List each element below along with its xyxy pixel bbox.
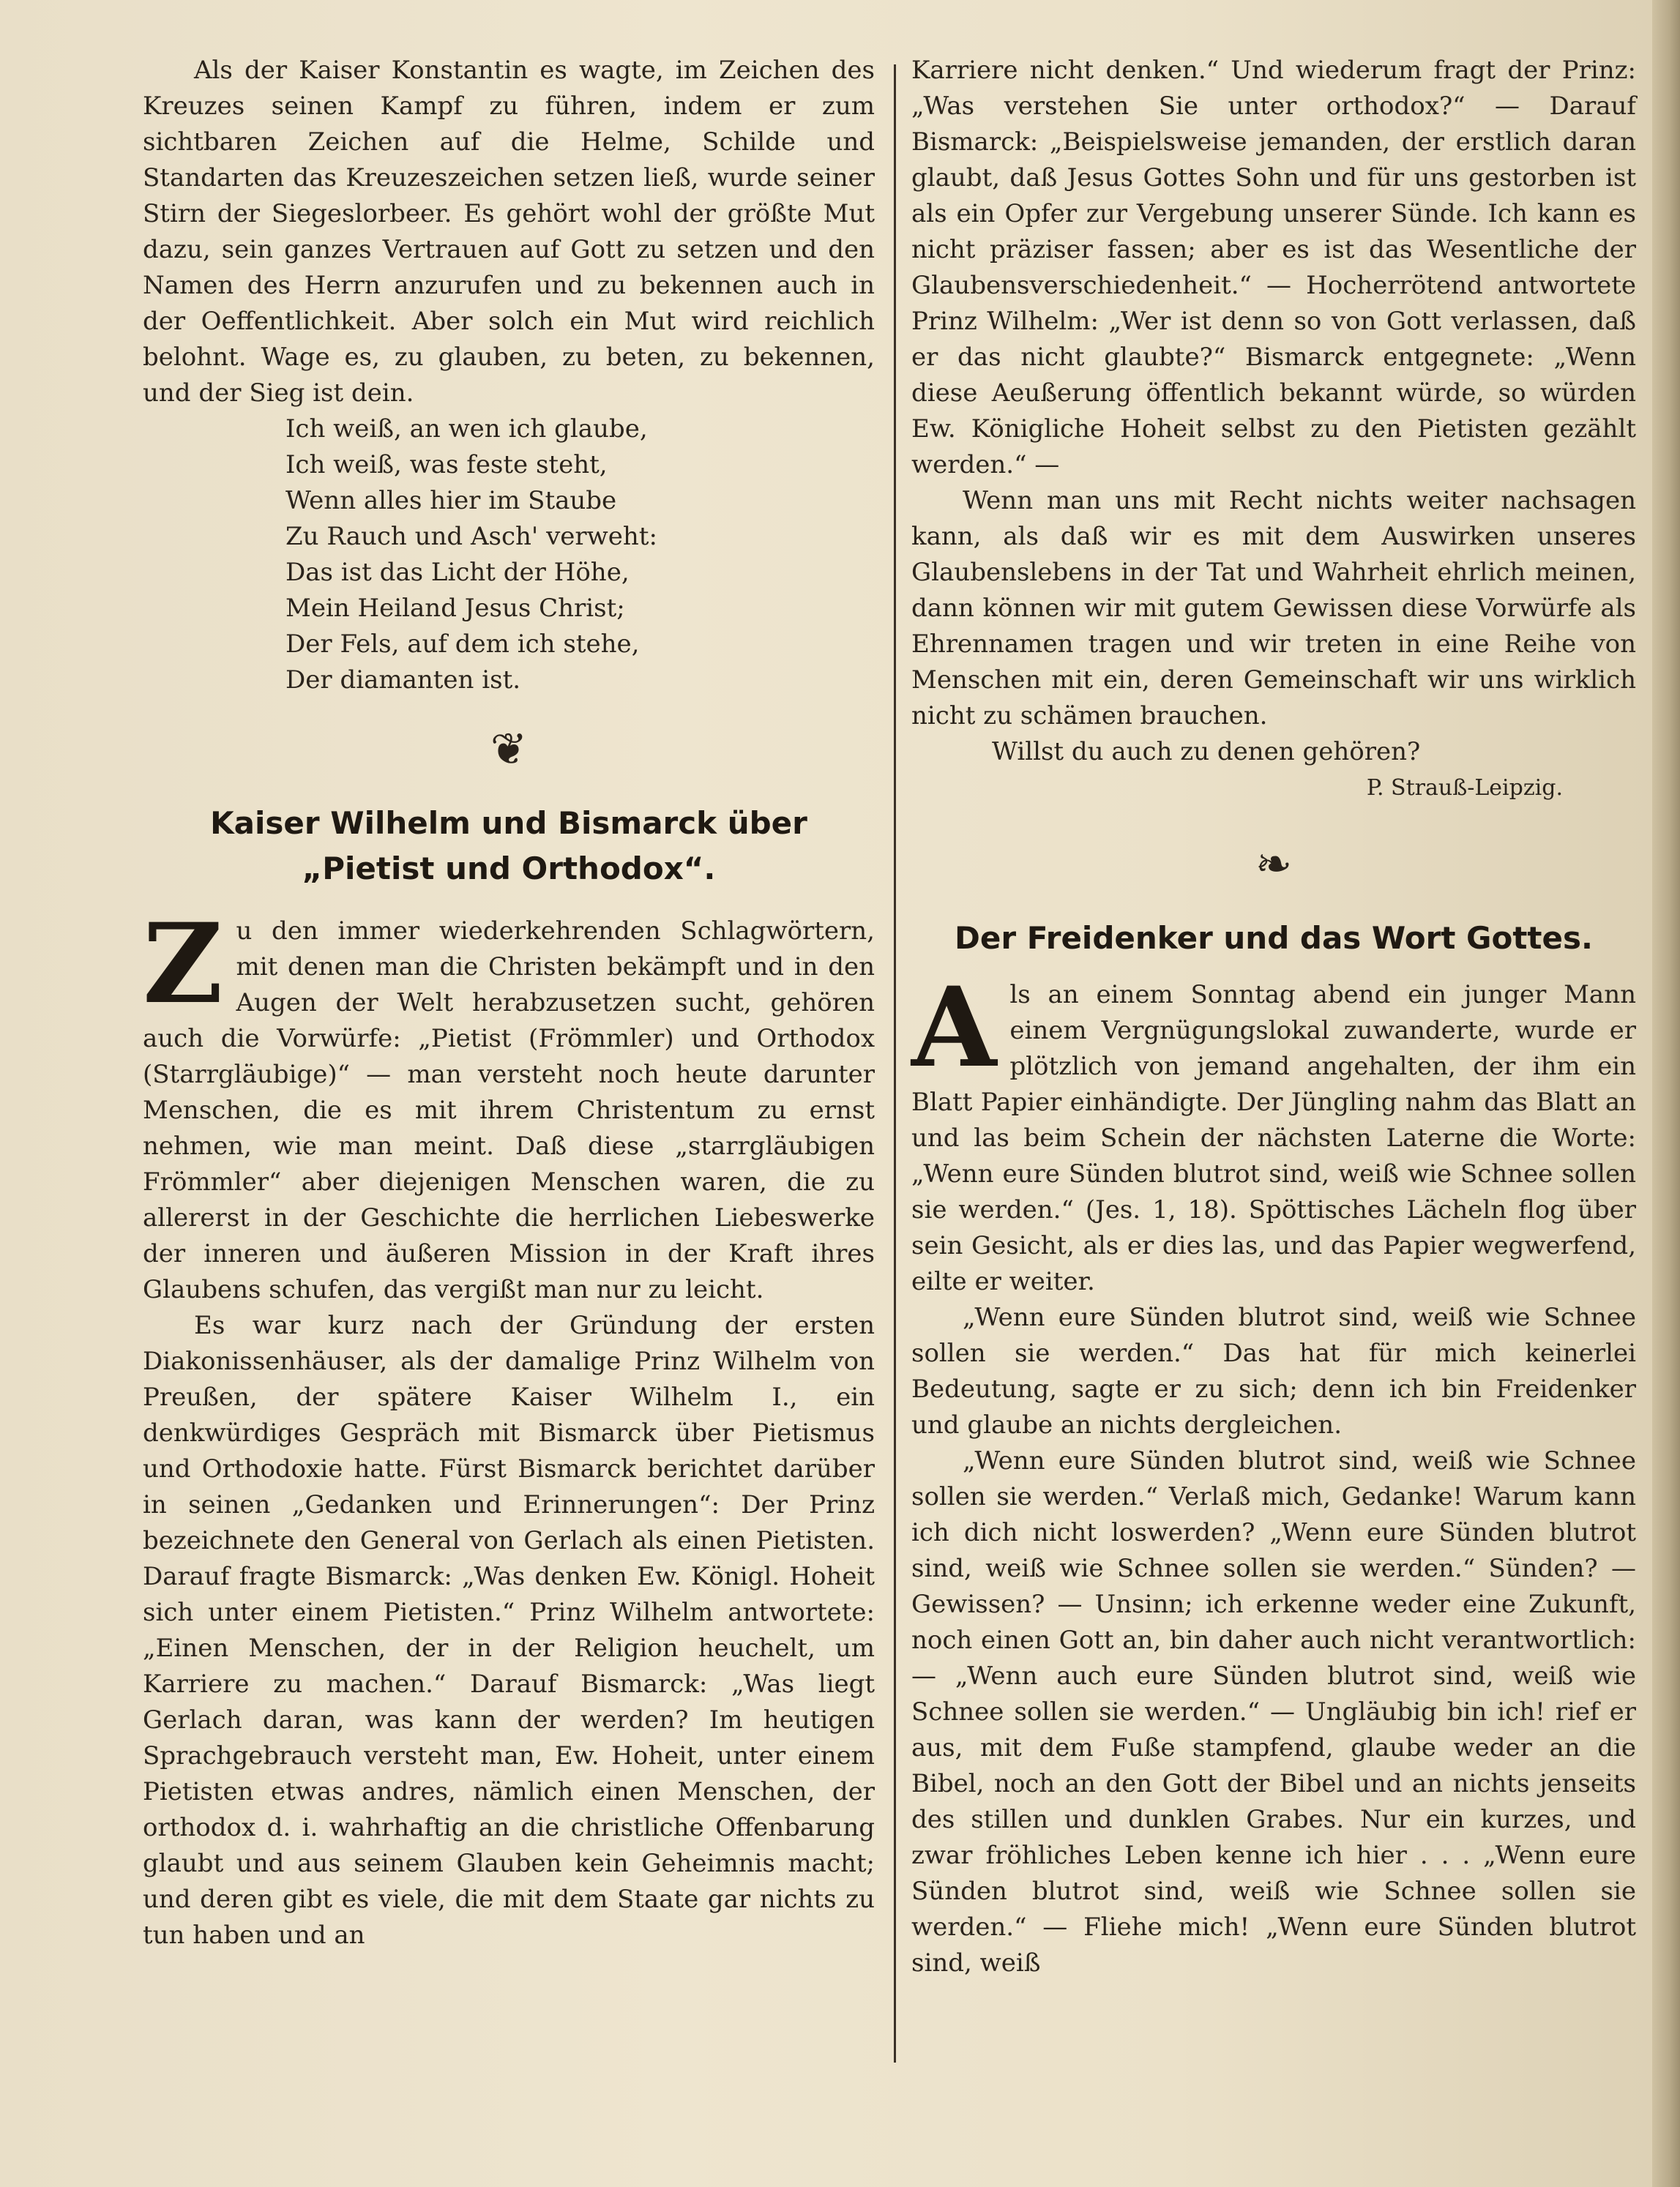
article-paragraph: „Wenn eure Sünden blutrot sind, weiß wie Schnee sollen sie werden.“ Verlaß mich, Gedanke! Warum kann ich dich nicht loswerden? „Wenn eure Sünden blutrot sind, weiß wie Schnee sollen sie werden.“ Sünden? — Gewissen? — Unsinn; ich erkenne weder eine Zukunft, noch einen Gott an, bin daher auch nicht verantwortlich: — „Wenn auch eure Sünden blutrot sind, weiß wie Schnee sollen sie werden.“ — Ungläubig bin ich! rief er aus, mit dem Fuße stampfend, glaube weder an die Bibel, noch an den Gott der Bibel und an nichts jenseits des stillen und dunklen Grabes. Nur ein kurzes, und zwar fröhliches Leben kenne ich hier . . . „Wenn eure Sünden blutrot sind, weiß wie Schnee sollen sie werden.“ — Fliehe mich! „Wenn eure Sünden blutrot sind, weiß <box>911 1446 1636 1978</box>
article-paragraph: „Wenn eure Sünden blutrot sind, weiß wie Schnee sollen sie werden.“ Das hat für mich keinerlei Bedeutung, sagte er zu sich; denn ich bin Freidenker und glaube an nichts dergleichen. <box>911 1303 1636 1440</box>
verse-line: Ich weiß, an wen ich glaube, <box>285 414 648 444</box>
article-paragraph <box>911 963 1636 1300</box>
verse-line: Der Fels, auf dem ich stehe, <box>285 629 640 659</box>
article-title-kaiser: Kaiser Wilhelm und Bismarck über „Pietist und Orthodox“. <box>210 805 807 886</box>
verse-line: Wenn alles hier im Staube <box>285 486 617 515</box>
paragraph-text: ls an einem Sonntag abend ein junger Mann einem Vergnügungslokal zuwanderte, wurde er plötzlich von jemand angehalten, der ihm ein Blatt Papier einhändigte. Der Jüngling nahm das Blatt an und las beim Schein der nächsten Laterne die Worte: „Wenn eure Sünden blutrot sind, weiß wie Schnee sollen sie werden.“ (Jes. 1, 18). Spöttisches Lächeln flog über sein Gesicht, als er dies las, und das Papier wegwerfend, eilte er weiter. <box>911 980 1636 1296</box>
verse-line: Das ist das Licht der Höhe, <box>285 558 630 587</box>
dropcap-a: A <box>911 963 997 1092</box>
right-column <box>911 53 1636 1981</box>
page-edge <box>1652 0 1680 2187</box>
closing-question: Willst du auch zu denen gehören? <box>992 737 1421 766</box>
article-paragraph: Es war kurz nach der Gründung der ersten Diakonissenhäuser, als der damalige Prinz Wilhelm von Preußen, der spätere Kaiser Wilhelm I., ein denkwürdiges Gespräch mit Bismarck über Pietismus und Orthodoxie hatte. Fürst Bismarck berichtet darüber in seinen „Gedanken und Erinnerungen“: Der Prinz bezeichnete den General von Gerlach als einen Pietisten. Darauf fragte Bismarck: „Was denken Ew. Königl. Hoheit sich unter einem Pietisten.“ Prinz Wilhelm antwortete: „Einen Menschen, der in der Religion heuchelt, um Karriere zu machen.“ Darauf Bismarck: „Was liegt Gerlach daran, was kann der werden? Im heutigen Sprachgebrauch versteht man, Ew. Hoheit, unter einem Pietisten etwas andres, nämlich einen Menschen, der orthodox d. i. wahrhaftig an die christliche Offenbarung glaubt und aus seinem Glauben kein Geheimnis macht; und deren gibt es viele, die mit dem Staate gar nichts zu tun haben und an <box>143 1311 875 1950</box>
verse-line: Ich weiß, was feste steht, <box>285 450 608 479</box>
intro-paragraph: Als der Kaiser Konstantin es wagte, im Zeichen des Kreuzes seinen Kampf zu führen, indem er zum sichtbaren Zeichen auf die Helme, Schilde und Standarten das Kreuzeszeichen setzen ließ, wurde seiner Stirn der Siegeslorbeer. Es gehört wohl der größte Mut dazu, sein ganzes Vertrauen auf Gott zu setzen und den Namen des Herrn anzurufen und zu bekennen auch in der Oeffentlichkeit. Aber solch ein Mut wird reichlich belohnt. Wage es, zu glauben, zu beten, zu bekennen, und der Sieg ist dein. <box>143 56 875 408</box>
floral-ornament-icon: ❧ <box>1255 839 1293 890</box>
author-signature: P. Strauß-Leipzig. <box>1366 775 1563 801</box>
article-paragraph: Karriere nicht denken.“ Und wiederum fragt der Prinz: „Was verstehen Sie unter orthodox?“ — Darauf Bismarck: „Beispielsweise jemanden, der erstlich daran glaubt, daß Jesus Gottes Sohn und für uns gestorben ist als ein Opfer zur Vergebung unserer Sünde. Ich kann es nicht präziser fassen; aber es ist das Wesentliche der Glaubensverschiedenheit.“ — Hocherrötend antwortete Prinz Wilhelm: „Wer ist denn so von Gott verlassen, daß er das nicht glaubte?“ Bismarck entgegnete: „Wenn diese Aeußerung öffentlich bekannt würde, so würden Ew. Königliche Hoheit selbst zu den Pietisten gezählt werden.“ — <box>911 56 1636 479</box>
article-paragraph <box>143 900 875 1308</box>
verse-line: Der diamanten ist. <box>285 665 521 695</box>
left-column <box>143 53 875 1954</box>
article-title-freidenker: Der Freidenker und das Wort Gottes. <box>955 920 1593 956</box>
hymn-verse <box>285 411 875 698</box>
paragraph-text: u den immer wiederkehrenden Schlagwörtern, mit denen man die Christen bekämpft und in den Augen der Welt herabzusetzen sucht, gehören auch die Vorwürfe: „Pietist (Frömmler) und Orthodox (Starrgläubige)“ — man versteht noch heute darunter Menschen, die es mit ihrem Christentum zu ernst nehmen, wie man meint. Daß diese „starrgläubigen Frömmler“ aber diejenigen Menschen waren, die zu allererst in der Geschichte die herrlichen Liebeswerke der inneren und äußeren Mission in der Kraft ihres Glaubens schufen, das vergißt man nur zu leicht. <box>143 916 875 1304</box>
dropcap-z: Z <box>143 900 223 1028</box>
verse-line: Mein Heiland Jesus Christ; <box>285 594 625 623</box>
floral-ornament-icon: ❦ <box>490 724 528 775</box>
column-rule <box>894 64 896 2063</box>
article-paragraph: Wenn man uns mit Recht nichts weiter nachsagen kann, als daß wir es mit dem Auswirken unseres Glaubenslebens in der Tat und Wahrheit ehrlich meinen, dann können wir mit gutem Gewissen diese Vorwürfe als Ehrennamen tragen und wir treten in eine Reihe von Menschen mit ein, deren Gemeinschaft wir uns wirklich nicht zu schämen brauchen. <box>911 486 1636 730</box>
verse-line: Zu Rauch und Asch' verweht: <box>285 522 657 551</box>
